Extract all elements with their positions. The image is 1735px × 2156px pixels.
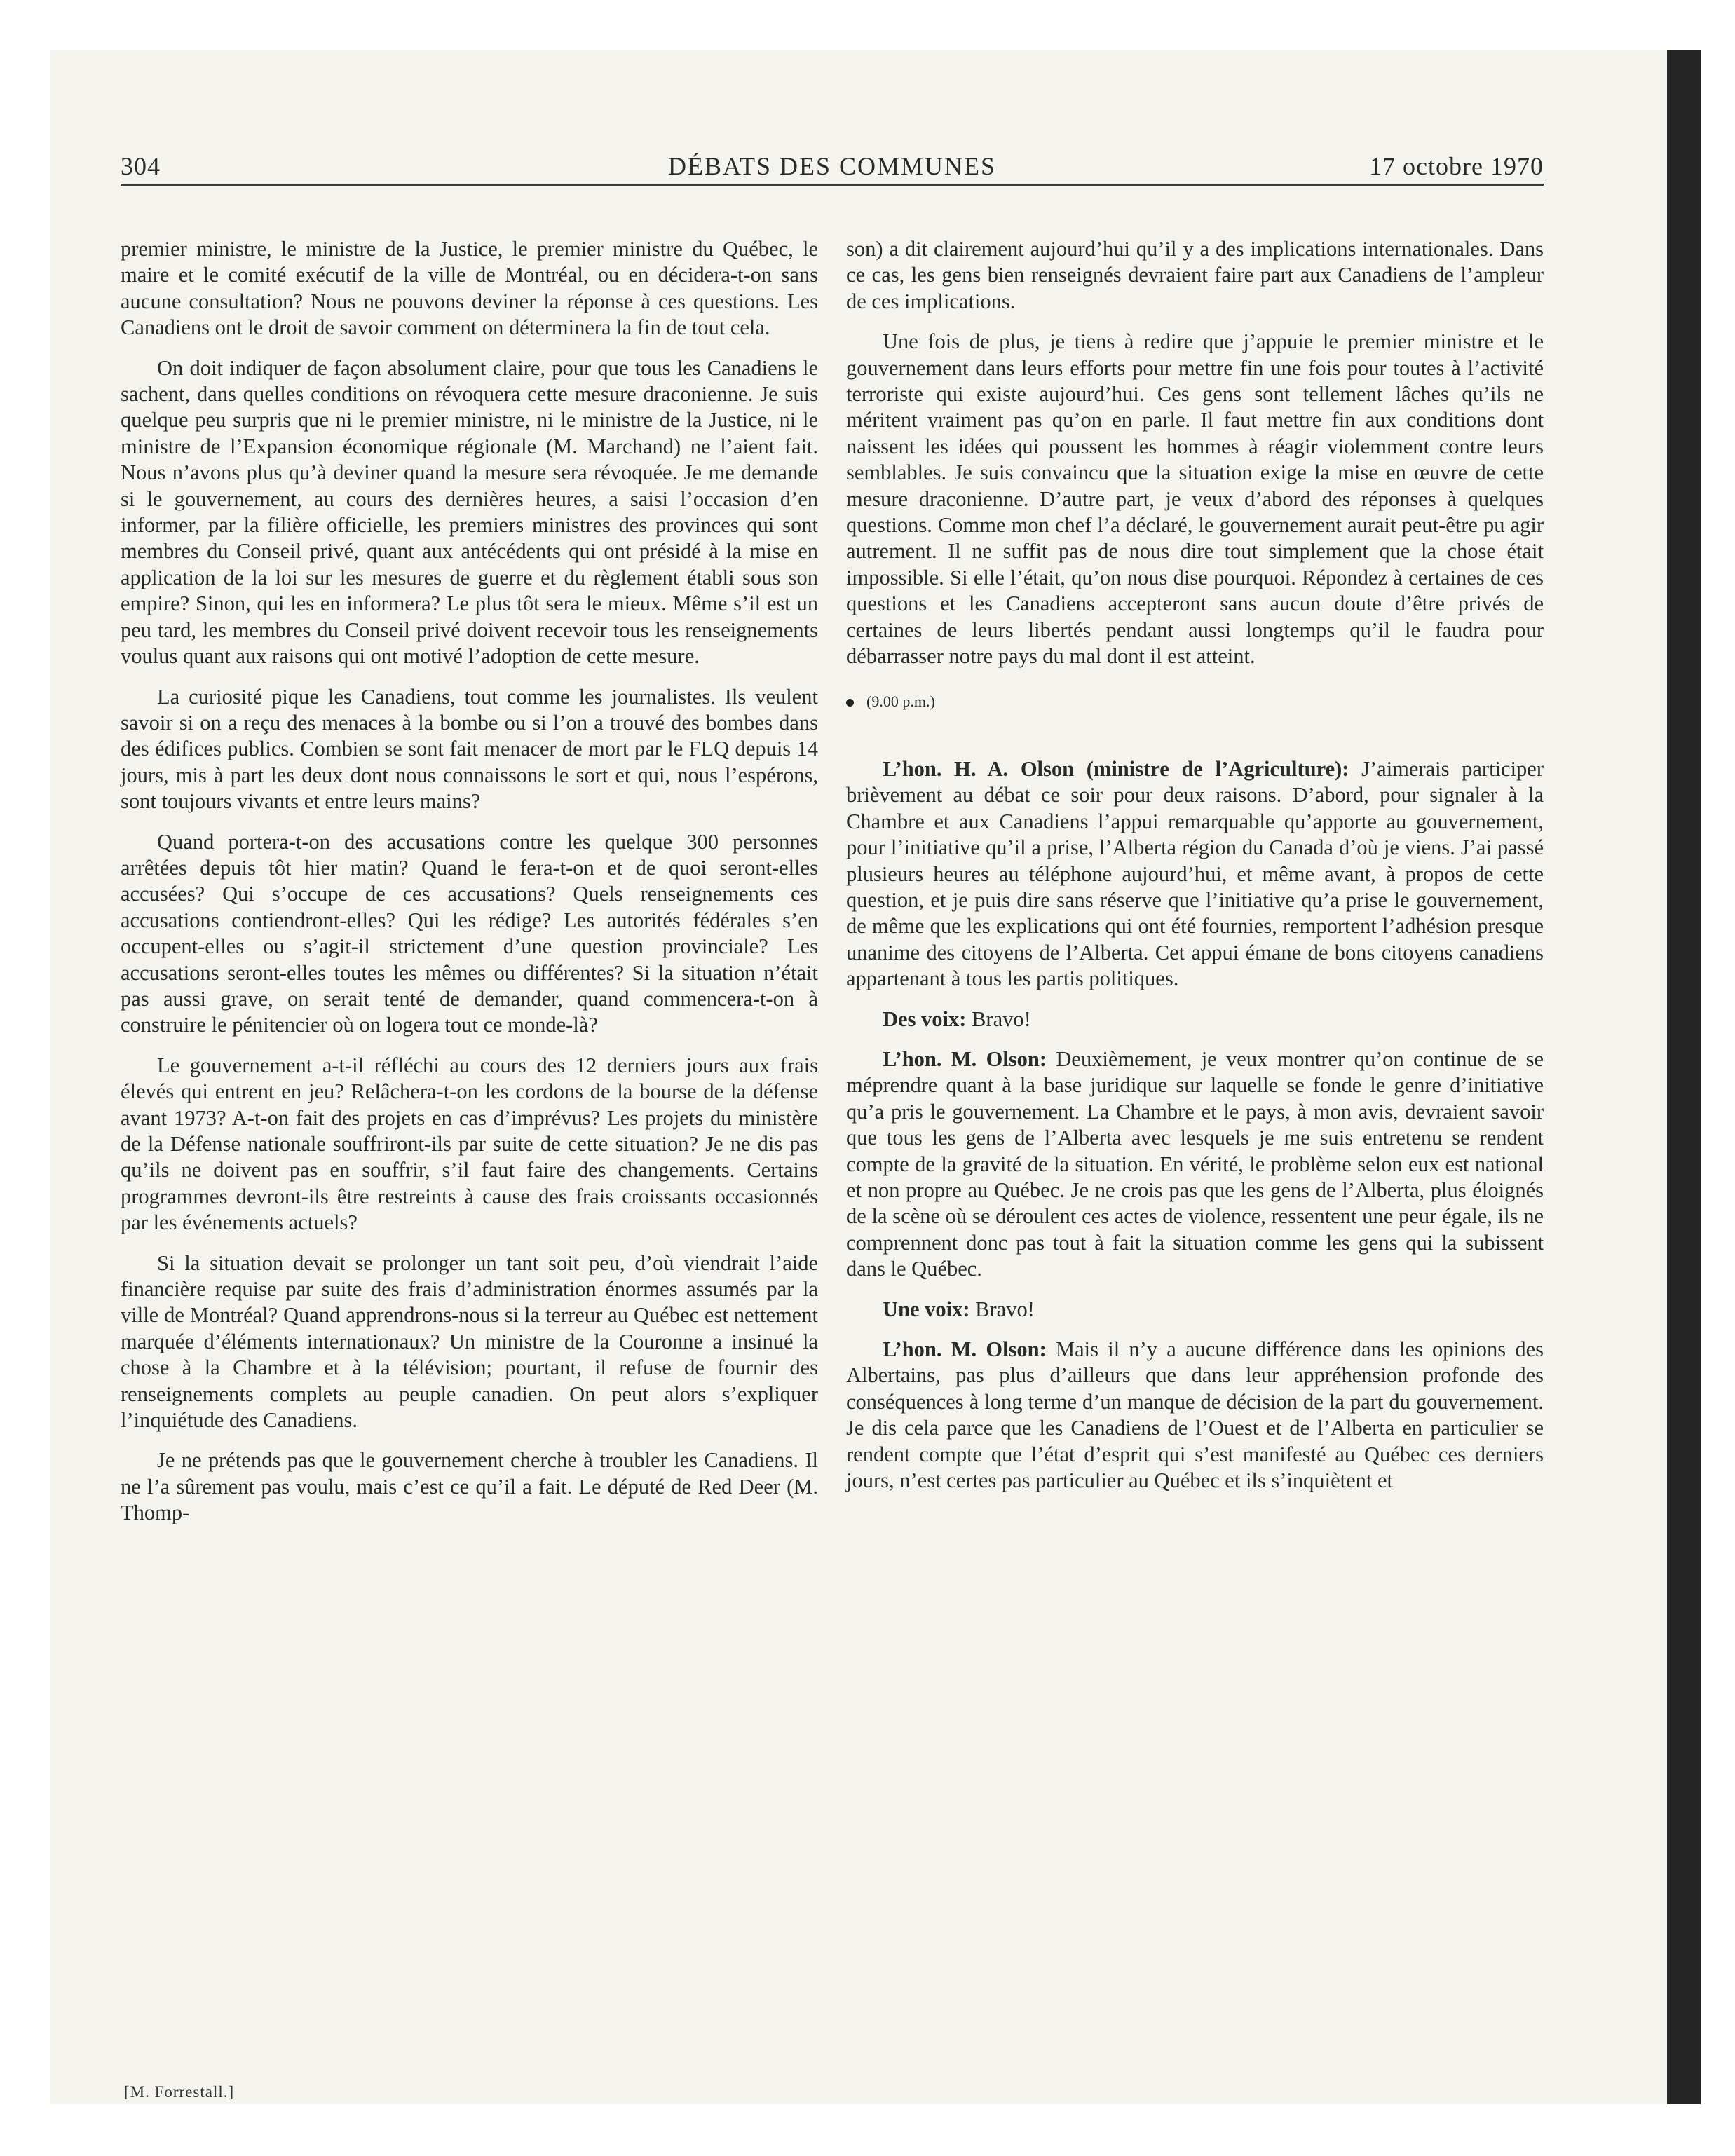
bullet-icon	[846, 699, 854, 707]
interjection-text: Bravo!	[972, 1007, 1031, 1031]
paragraph: On doit indiquer de façon absolument claire, pour que tous les Canadiens le sachent, dans quelles conditions on révoquera cette mesure draconienne. Je suis quelque peu surpris que ni le premier ministre, ni le ministre de la Justice, ni le ministre de l’Expansion économique régionale (M. Marchand) ne l’aient fait. Nous n’avons plus qu’à deviner quand la mesure sera révoquée. Je me demande si le gouvernement, au cours des dernières heures, a saisi l’occasion d’en informer, par la filière officielle, les premiers ministres des provinces qui sont membres du Conseil privé, quant aux antécédents qui ont présidé à la mise en application de la loi sur les mesures de guerre et du règlement établi sous son empire? Sinon, qui les en informera? Le plus tôt sera le mieux. Même s’il est un peu tard, les membres du Conseil privé doivent recevoir tous les renseignements voulus quant aux raisons qui ont motivé l’adoption de cette mesure.	[121, 355, 818, 669]
speech-text: Mais il n’y a aucune différence dans les opinions des Albertains, pas plus d’ailleurs que dans leur appréhension profonde des conséquences à long terme d’un manque de décision de la part du gouvernement. Je dis cela parce que les Canadiens de l’Ouest et de l’Alberta en particulier se rendent compte que l’état d’esprit qui s’est manifesté au Québec ces derniers jours, n’est certes pas particulier au Québec et ils s’inquiètent et	[846, 1337, 1544, 1493]
left-column	[121, 236, 818, 1541]
speech-paragraph	[846, 1337, 1544, 1494]
paragraph: Quand portera-t-on des accusations contre les quelque 300 personnes arrêtées depuis tôt hier matin? Quand le fera-t-on et de quoi seront-elles accusées? Qui s’occupe de ces accusations? Quels renseignements ces accusations contiendront-elles? Qui les rédige? Les autorités fédérales s’en occupent-elles ou s’agit-il strictement d’une question provinciale? Les accusations seront-elles toutes les mêmes ou différentes? Si la situation n’était pas aussi grave, on serait tenté de demander, quand commencera-t-on à construire le pénitencier où on logera tout ce monde-là?	[121, 829, 818, 1037]
page-sheet	[50, 50, 1667, 2104]
paragraph: Si la situation devait se prolonger un tant soit peu, d’où viendrait l’aide financière requise par suite des frais d’administration énormes assumés par la ville de Montréal? Quand apprendrons-nous si la terreur au Québec est nettement marquée d’éléments internationaux? Un ministre de la Couronne a insinué la chose à la Chambre et à la télévision; pourtant, il refuse de fournir des renseignements complets au peuple canadien. On peut alors s’expliquer l’inquiétude des Canadiens.	[121, 1250, 818, 1433]
speaker-name: Une voix:	[883, 1297, 970, 1321]
paragraph: Le gouvernement a-t-il réfléchi au cours des 12 derniers jours aux frais élevés qui entrent en jeu? Relâchera-t-on les cordons de la bourse de la défense avant 1973? A-t-on fait des projets en cas d’imprévus? Les projets du ministère de la Défense nationale souffriront-ils par suite de cette situation? Je ne dis pas qu’ils ne doivent pas en souffrir, s’il faut faire des changements. Certains programmes devront-ils être restreints à cause des frais croissants occasionnés par les événements actuels?	[121, 1053, 818, 1235]
speech-text: Deuxièmement, je veux montrer qu’on continue de se méprendre quant à la base juridique sur laquelle se fonde le genre d’initiative qu’a pris le gouvernement. La Chambre et le pays, à mon avis, devraient savoir que tous les gens de l’Alberta avec lesquels je me suis entretenu se rendent compte de la gravité de la situation. En vérité, le problème selon eux est national et non propre au Québec. Je ne crois pas que les gens de l’Alberta, plus éloignés de la scène où se déroulent ces actes de violence, ressentent une peur égale, ils ne comprennent donc pas tout à fait la situation comme les gens qui la subissent dans le Québec.	[846, 1046, 1544, 1281]
speaker-attribution: [M. Forrestall.]	[124, 2083, 235, 2101]
publication-title: DÉBATS DES COMMUNES	[667, 152, 997, 180]
scan-edge	[1667, 50, 1701, 2104]
right-column	[846, 236, 1544, 1508]
speaker-name: L’hon. M. Olson:	[883, 1337, 1047, 1362]
paragraph: Je ne prétends pas que le gouvernement cherche à troubler les Canadiens. Il ne l’a sûrement pas voulu, mais c’est ce qu’il a fait. Le député de Red Deer (M. Thomp-	[121, 1448, 818, 1525]
time-marker-text: (9.00 p.m.)	[866, 692, 935, 710]
speech-paragraph	[846, 756, 1544, 992]
interjection	[846, 1007, 1544, 1032]
speaker-name: Des voix:	[883, 1007, 967, 1031]
interjection	[846, 1297, 1544, 1323]
paragraph: son) a dit clairement aujourd’hui qu’il y a des implications internationales. Dans ce cas, les gens bien renseignés devraient faire part aux Canadiens de l’ampleur de ces implications.	[846, 237, 1544, 313]
paragraph: La curiosité pique les Canadiens, tout comme les journalistes. Ils veulent savoir si on a reçu des menaces à la bombe ou si l’on a trouvé des bombes dans des édifices publics. Combien se sont fait menacer de mort par le FLQ depuis 14 jours, mis à part les deux dont nous connaissons le sort et qui, nous l’espérons, sont toujours vivants et entre leurs mains?	[121, 684, 818, 814]
page-number: 304	[121, 152, 161, 180]
speaker-name: L’hon. M. Olson:	[883, 1046, 1047, 1071]
publication-date: 17 octobre 1970	[1369, 152, 1544, 180]
paragraph: premier ministre, le ministre de la Justice, le premier ministre du Québec, le maire et le comité exécutif de la ville de Montréal, ou en décidera-t-on sans aucune consultation? Nous ne pouvons deviner la réponse à ces questions. Les Canadiens ont le droit de savoir comment on déterminera la fin de tout cela.	[121, 237, 818, 340]
time-marker	[846, 688, 1544, 714]
speech-text: J’aimerais participer brièvement au débat ce soir pour deux raisons. D’abord, pour signaler à la Chambre et aux Canadiens l’appui remarquable qu’apporte au gouvernement, pour l’initiative qu’il a prise, l’Alberta région du Canada d’où je viens. J’ai passé plusieurs heures au téléphone aujourd’hui, et même avant, à propos de cette question, et je puis dire sans réserve que l’initiative qu’a prise le gouvernement, de même que les explications qui ont été fournies, remportent l’adhésion presque unanime des citoyens de l’Alberta. Cet appui émane de bons citoyens canadiens appartenant à tous les partis politiques.	[846, 756, 1544, 991]
speaker-name: L’hon. H. A. Olson (ministre de l’Agriculture):	[883, 756, 1349, 781]
speech-paragraph	[846, 1046, 1544, 1283]
paragraph: Une fois de plus, je tiens à redire que j’appuie le premier ministre et le gouvernement dans leurs efforts pour mettre fin une fois pour toutes à l’activité terroriste qui existe aujourd’hui. Ces gens sont tellement lâches qu’ils ne méritent vraiment pas qu’on en parle. Il faut mettre fin aux conditions dont naissent les idées qui poussent les hommes à réagir violemment contre leurs semblables. Je suis convaincu que la situation exige la mise en œuvre de cette mesure draconienne. D’autre part, je veux d’abord des réponses à quelques questions. Comme mon chef l’a déclaré, le gouvernement aurait peut-être pu agir autrement. Il ne suffit pas de nous dire tout simplement que la chose était impossible. Si elle l’était, qu’on nous dise pourquoi. Répondez à certaines de ces questions et les Canadiens accepteront sans aucun doute d’être privés de certaines de leurs libertés pendant aussi longtemps qu’il le faudra pour débarrasser notre pays du mal dont il est atteint.	[846, 329, 1544, 669]
page-header	[121, 135, 1544, 186]
interjection-text: Bravo!	[975, 1297, 1035, 1321]
